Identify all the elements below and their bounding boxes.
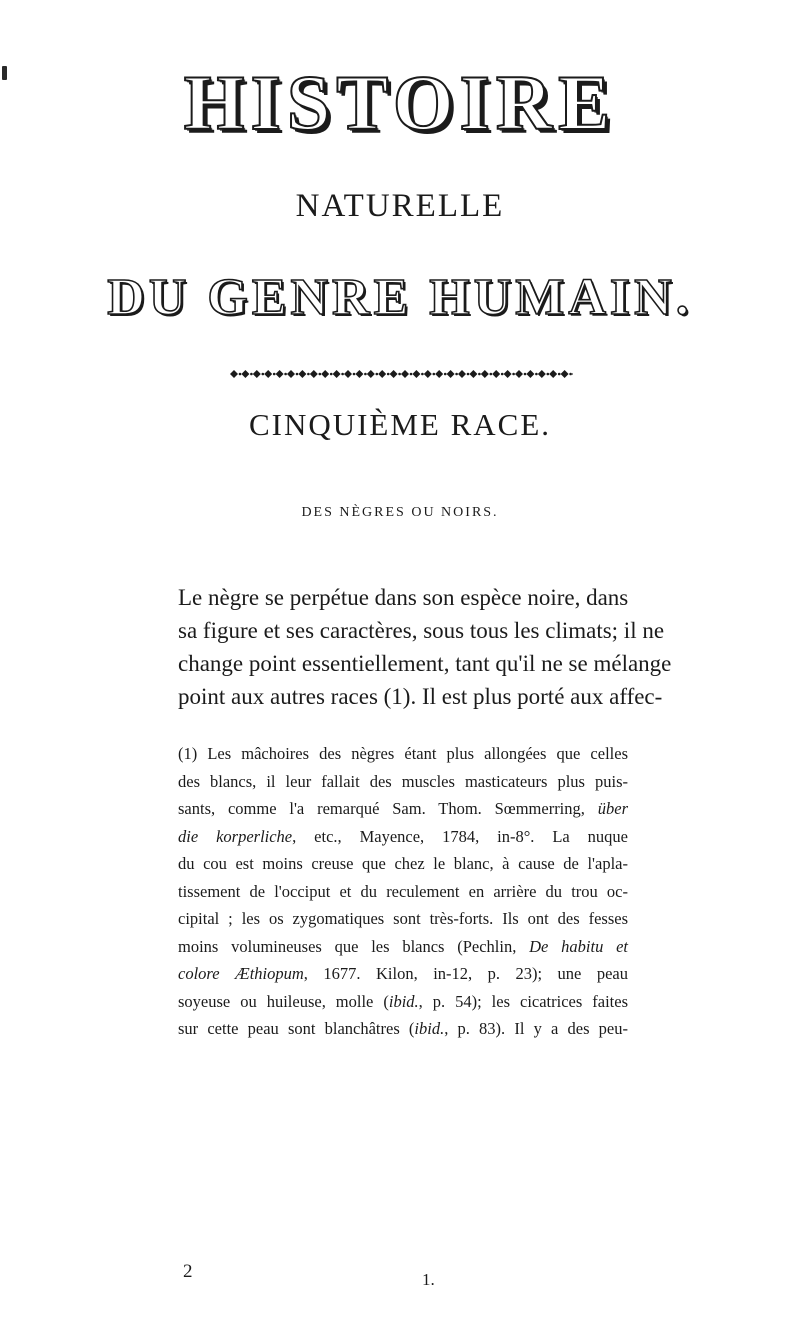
ornament-motif [298, 370, 306, 378]
footnote-line: sants, comme l'a remarqué Sam. Thom. Sœmmerring, über [178, 799, 628, 818]
ornament-motif [412, 370, 420, 378]
ornament-motif [230, 370, 238, 378]
ornament-motif [253, 370, 261, 378]
ornament-dot [330, 373, 333, 376]
ornament-dot [558, 373, 561, 376]
ornament-motif [469, 370, 477, 378]
italic-text: ibid. [414, 1019, 445, 1038]
ornament-dot [501, 373, 504, 376]
ornament-dot [398, 373, 401, 376]
ornament-dot [353, 373, 356, 376]
ornament-motif [287, 370, 295, 378]
page-edge-mark [2, 66, 7, 80]
ornament-motif [355, 370, 363, 378]
ornament-dot [444, 373, 447, 376]
footnote-line: des blancs, il leur fallait des muscles masticateurs plus puis- [178, 771, 628, 791]
ornament-dot [512, 373, 515, 376]
ornament-motif [333, 370, 341, 378]
ornament-motif [344, 370, 352, 378]
ornament-motif [435, 370, 443, 378]
ornament-motif [515, 370, 523, 378]
italic-text: über [597, 799, 628, 818]
footnote-line: soyeuse ou huileuse, molle (ibid., p. 54); les cicatrices faites [178, 991, 628, 1011]
body-line: change point essentiellement, tant qu'il ne se mélange [178, 651, 672, 676]
ornament-dot [296, 373, 299, 376]
italic-text: die korperliche [178, 826, 293, 846]
ornament-dot [273, 373, 276, 376]
ornament-motif [276, 370, 284, 378]
footnote [178, 740, 628, 1043]
body-line: sa figure et ses caractères, sous tous les climats; il ne [178, 618, 665, 643]
decorative-title: HISTOIRE [183, 59, 617, 146]
ornament-motif [538, 370, 546, 378]
ornament-motif [458, 370, 466, 378]
ornament-motif [264, 370, 272, 378]
ornament-dot [262, 373, 265, 376]
ornament-dot [341, 373, 344, 376]
ornament-motif [424, 370, 432, 378]
ornament-motif [401, 370, 409, 378]
ornament-dot [524, 373, 527, 376]
title-line-naturelle: NATURELLE [295, 188, 505, 224]
ornament-motif [367, 370, 375, 378]
ornament-motif [504, 370, 512, 378]
ornament-motif [378, 370, 386, 378]
footnote-line: cipital ; les os zygomatiques sont très-forts. Ils ont des fesses [178, 909, 628, 928]
footnote-line: colore Æthiopum, 1677. Kilon, in-12, p. 23); une peau [178, 964, 628, 983]
section-heading: CINQUIÈME RACE. [248, 407, 552, 442]
footnote-line: tissement de l'occiput et du reculement en arrière du trou oc- [178, 881, 628, 901]
title-line-genre-humain: DU GENRE HUMAIN. [107, 269, 693, 326]
ornament-motif [390, 370, 398, 378]
ornament-motif [492, 370, 500, 378]
ornament-dot [319, 373, 322, 376]
body-line: point aux autres races (1). Il est plus porté aux affec- [178, 684, 663, 709]
ornament-dot [478, 373, 481, 376]
ornament-dot [387, 373, 390, 376]
signature-mark: 2 [183, 1261, 193, 1282]
italic-text: De habitu et [529, 936, 628, 956]
ornament-dot [467, 373, 470, 376]
ornament-dot [569, 373, 572, 376]
italic-text: colore Æthiopum [178, 964, 304, 983]
ornament-motif [321, 370, 329, 378]
ornament-motif [561, 370, 569, 378]
ornament-motif [241, 370, 249, 378]
footnote-line: moins volumineuses que les blancs (Pechlin, De habitu et [178, 936, 628, 956]
ornament-motif [447, 370, 455, 378]
ornament-dot [376, 373, 379, 376]
section-subheading: DES NÈGRES OU NOIRS. [301, 505, 499, 520]
ornament-dot [307, 373, 310, 376]
ornament-dot [433, 373, 436, 376]
ornament-dot [421, 373, 424, 376]
body-line: Le nègre se perpétue dans son espèce noire, dans [178, 585, 629, 610]
ornament-motif [310, 370, 318, 378]
ornament-motif [549, 370, 557, 378]
ornament-dot [239, 373, 242, 376]
ornament-motif [481, 370, 489, 378]
ornament-dot [535, 373, 538, 376]
ornamental-rule [228, 368, 573, 380]
ornament-dot [490, 373, 493, 376]
footnote-line: (1) Les mâchoires des nègres étant plus allongées que celles [178, 744, 628, 763]
ornament-dot [250, 373, 253, 376]
ornament-dot [364, 373, 367, 376]
body-paragraph [178, 581, 672, 713]
footnote-line: sur cette peau sont blanchâtres (ibid., p. 83). Il y a des peu- [178, 1019, 628, 1038]
ornament-motif [572, 370, 573, 378]
ornament-dot [284, 373, 287, 376]
footnote-line: du cou est moins creuse que chez le blanc, à cause de l'apla- [178, 854, 628, 873]
ornament-dot [547, 373, 550, 376]
ornament-dot [410, 373, 413, 376]
ornament-motif [526, 370, 534, 378]
italic-text: ibid. [388, 991, 419, 1011]
ornament-dot [455, 373, 458, 376]
page-number: 1. [422, 1270, 435, 1289]
footnote-line: die korperliche, etc., Mayence, 1784, in-8°. La nuque [178, 826, 628, 846]
